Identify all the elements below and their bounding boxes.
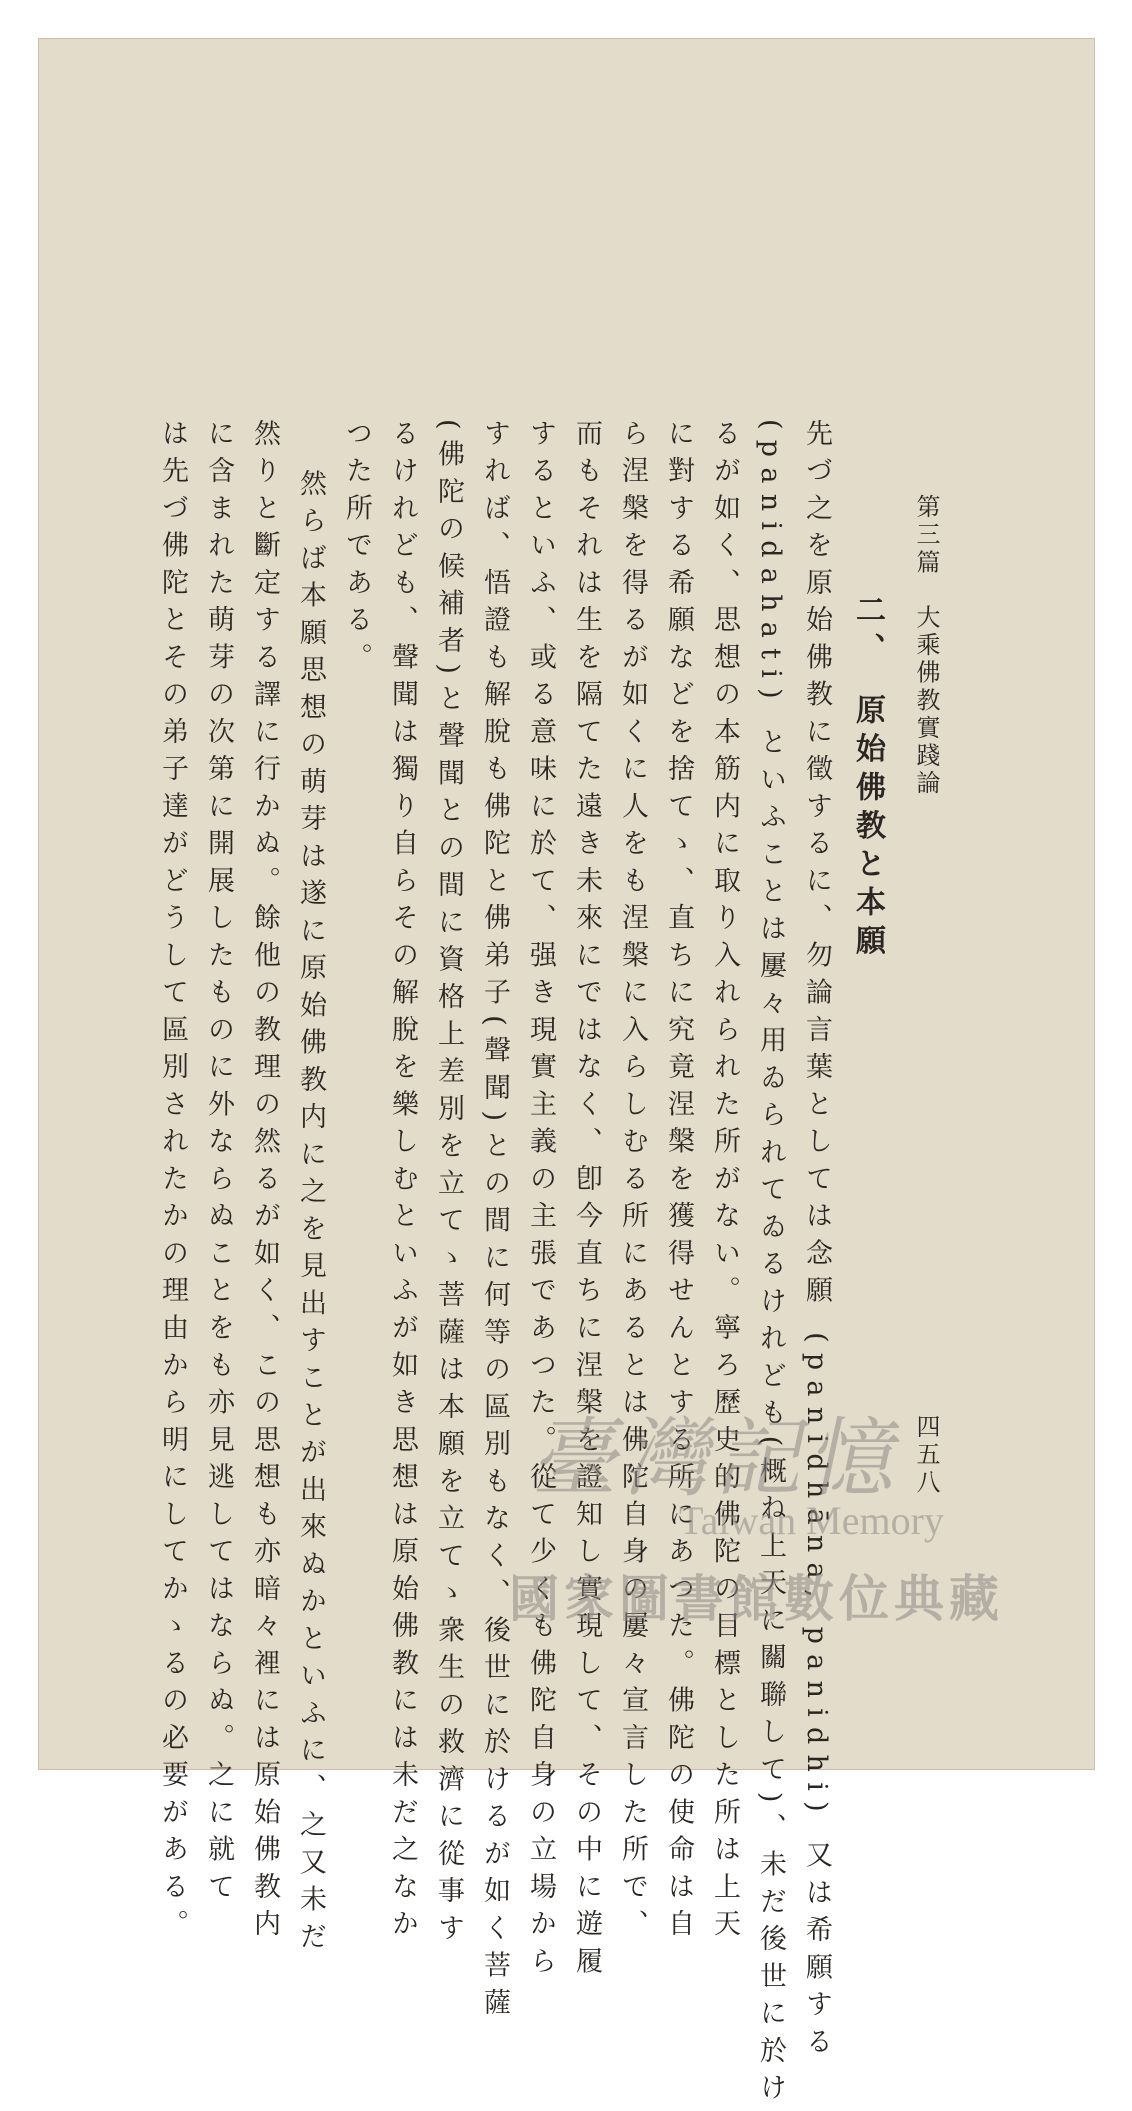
body-line: するといふ、或る意味に於て、强き現實主義の主張であつた。從て少くも佛陀自身の立場から bbox=[525, 419, 556, 1984]
section-title: 二、 原始佛教と本願 bbox=[850, 594, 885, 963]
running-title: 第三篇 大乘佛教實踐論 bbox=[912, 494, 940, 798]
library-watermark bbox=[509, 1389, 1109, 1709]
watermark-logo: 臺灣記憶 bbox=[526, 1409, 916, 1509]
body-line: るが如く、思想の本筋内に取り入れられた所がない。寧ろ歷史的佛陀の目標とした所は上天 bbox=[709, 419, 740, 1947]
scanned-page bbox=[38, 38, 1095, 2111]
body-line: つた所である。 bbox=[341, 419, 372, 680]
body-line: 而もそれは生を隔てた遠き未來にではなく、卽今直ちに涅槃を證知し實現して、その中に遊履 bbox=[571, 419, 602, 1984]
body-line: は先づ佛陀とその弟子達がどうして區別されたかの理由から明にしてかゝるの必要がある。 bbox=[157, 419, 188, 1947]
body-line: (panidahati) といふことは屢々用ゐられてゐるけれども(概ね上天に關聯して)、未だ後世に於け bbox=[755, 419, 786, 2111]
body-line: に對する希願などを捨てゝ、直ちに究竟涅槃を獲得せんとする所にあつた。佛陀の使命は自 bbox=[663, 419, 694, 1947]
body-line: 先づ之を原始佛教に徵するに、勿論言葉としては念願 (panidhāna, panidhi) 又は希願する bbox=[801, 419, 832, 2065]
watermark-chinese: 國家圖書館數位典藏 bbox=[509, 1570, 1004, 1628]
body-line: るけれども、聲聞は獨り自らその解脫を樂しむといふが如き思想は原始佛教には未だ之なか bbox=[387, 419, 418, 1947]
body-line: 然らば本願思想の萌芽は遂に原始佛教内に之を見出すことが出來ぬかといふに、之又未だ bbox=[295, 469, 326, 1960]
body-line: に含まれた萌芽の次第に開展したものに外ならぬことをも亦見逃してはならぬ。之に就て bbox=[203, 419, 234, 1910]
page-number: 四五八 bbox=[912, 1414, 940, 1497]
body-line: (佛陀の候補者)と聲聞との間に資格上差別を立てゝ菩薩は本願を立てゝ衆生の救濟に從事す bbox=[433, 419, 464, 1951]
page-content bbox=[39, 39, 1094, 2111]
body-line: 然りと斷定する譯に行かぬ。餘他の教理の然るが如く、この思想も亦暗々裡には原始佛教内 bbox=[249, 419, 280, 1947]
watermark-english: Taiwan Memory bbox=[679, 1498, 944, 1543]
body-line: ら涅槃を得るが如くに人をも涅槃に入らしむる所にあるとは佛陀自身の屢々宣言した所で、 bbox=[617, 419, 648, 1947]
body-line: すれば、悟證も解脫も佛陀と佛弟子(聲聞)との間に何等の區別もなく、後世に於けるが如く菩薩 bbox=[479, 419, 510, 2026]
